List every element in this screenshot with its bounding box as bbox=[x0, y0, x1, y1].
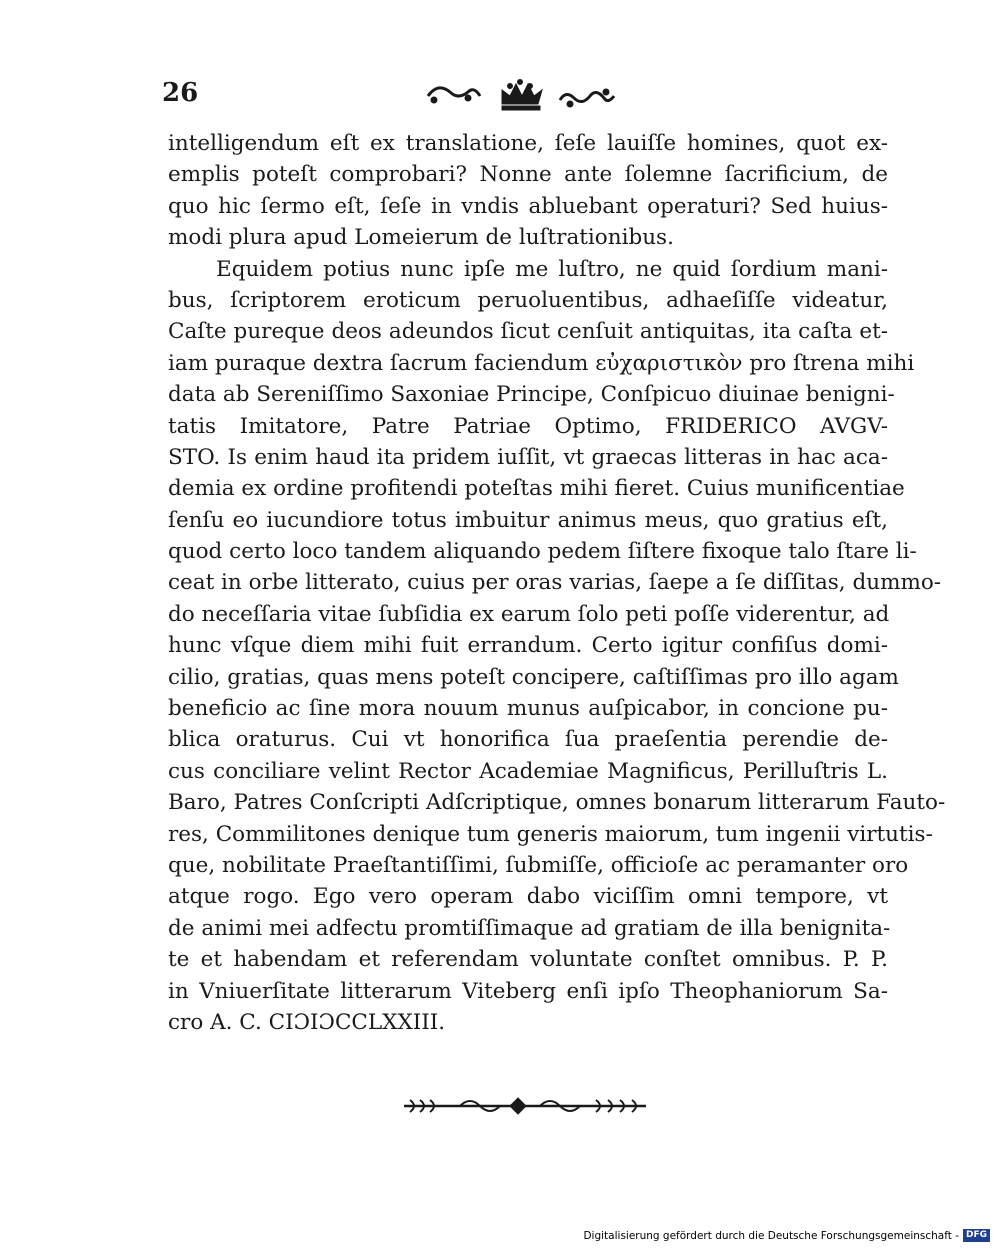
text-line: cro A. C. CIƆIƆCCLXXIII. bbox=[168, 1009, 446, 1035]
text-line: quo hic ſermo eſt, ſeſe in vndis abluebant operaturi? Sed huius- bbox=[168, 193, 888, 219]
text-line: quod certo loco tandem aliquando pedem ſiſtere fixoque talo ſtare li- bbox=[168, 539, 917, 565]
text-line: STO. Is enim haud ita pridem iuſſit, vt graecas litteras in hac aca- bbox=[168, 444, 888, 470]
text-line: ſenſu eo iucundiore totus imbuitur animus meus, quo gratius eſt, bbox=[168, 507, 888, 533]
text-line: in Vniuerſitate litterarum Viteberg enſi ipſo Theophaniorum Sa- bbox=[168, 978, 888, 1004]
text-line: emplis poteſt comprobari? Nonne ante ſolemne ſacrificium, de bbox=[168, 162, 888, 188]
text-line: Equidem potius nunc ipſe me luſtro, ne quid ſordium mani- bbox=[216, 256, 888, 282]
text-line: ceat in orbe litterato, cuius per oras varias, ſaepe a ſe diſſitas, dummo- bbox=[168, 570, 942, 596]
text-line: cus conciliare velint Rector Academiae Magnificus, Perilluſtris L. bbox=[168, 758, 888, 784]
text-line: te et habendam et referendam voluntate conſtet omnibus. P. P. bbox=[168, 947, 888, 973]
text-line: data ab Sereniſſimo Saxoniae Principe, Conſpicuo diuinae benigni- bbox=[168, 382, 895, 408]
page-number: 26 bbox=[162, 78, 199, 108]
body-text bbox=[168, 128, 946, 1038]
dfg-logo: DFG bbox=[963, 1229, 990, 1242]
credit-text: Digitalisierung gefördert durch die Deutsche Forschungsgemeinschaft - bbox=[583, 1229, 959, 1242]
text-line: de animi mei adfectu promtiſſimaque ad gratiam de illa benignita- bbox=[168, 915, 891, 941]
text-line: intelligendum eſt ex translatione, ſeſe lauiſſe homines, quot ex- bbox=[168, 131, 888, 156]
digitization-credit bbox=[583, 1229, 990, 1242]
text-line: blica oraturus. Cui vt honorifica ſua praeſentia perendie de- bbox=[168, 727, 888, 753]
text-line: res, Commilitones denique tum generis maiorum, tum ingenii virtutis- bbox=[168, 821, 933, 847]
text-line: cilio, gratias, quas mens poteſt concipere, caſtiſſimas pro illo agam bbox=[168, 664, 899, 690]
text-line: hunc vſque diem mihi fuit errandum. Certo igitur confiſus domi- bbox=[168, 633, 888, 659]
text-line: modi plura apud Lomeierum de luſtrationibus. bbox=[168, 225, 674, 251]
head-ornament-icon bbox=[420, 74, 620, 118]
text-line: demia ex ordine profitendi poteſtas mihi fieret. Cuius munificentiae bbox=[168, 476, 905, 502]
text-line: Caſte pureque deos adeundos ſicut cenſuit antiquitas, ita caſta et- bbox=[168, 319, 888, 345]
tail-ornament-icon bbox=[400, 1094, 650, 1116]
text-line: bus, ſcriptorem eroticum peruoluentibus, adhaeſiſſe videatur, bbox=[168, 287, 888, 313]
text-line: Baro, Patres Conſcripti Adſcriptique, omnes bonarum litterarum Fauto- bbox=[168, 790, 946, 816]
text-line: do neceſſaria vitae ſubſidia ex earum ſolo peti poſſe viderentur, ad bbox=[168, 601, 890, 627]
text-line: tatis Imitatore, Patre Patriae Optimo, FRIDERICO AVGV- bbox=[168, 413, 888, 439]
text-line: iam puraque dextra ſacrum faciendum εὐχαριστικὸν pro ſtrena mihi bbox=[168, 350, 915, 376]
text-line: atque rogo. Ego vero operam dabo viciſſim omni tempore, vt bbox=[168, 884, 888, 910]
text-line: beneficio ac ſine mora nouum munus auſpicabor, in concione pu- bbox=[168, 696, 888, 722]
text-line: que, nobilitate Praeſtantiſſimi, ſubmiſſe, officioſe ac peramanter oro bbox=[168, 852, 909, 878]
